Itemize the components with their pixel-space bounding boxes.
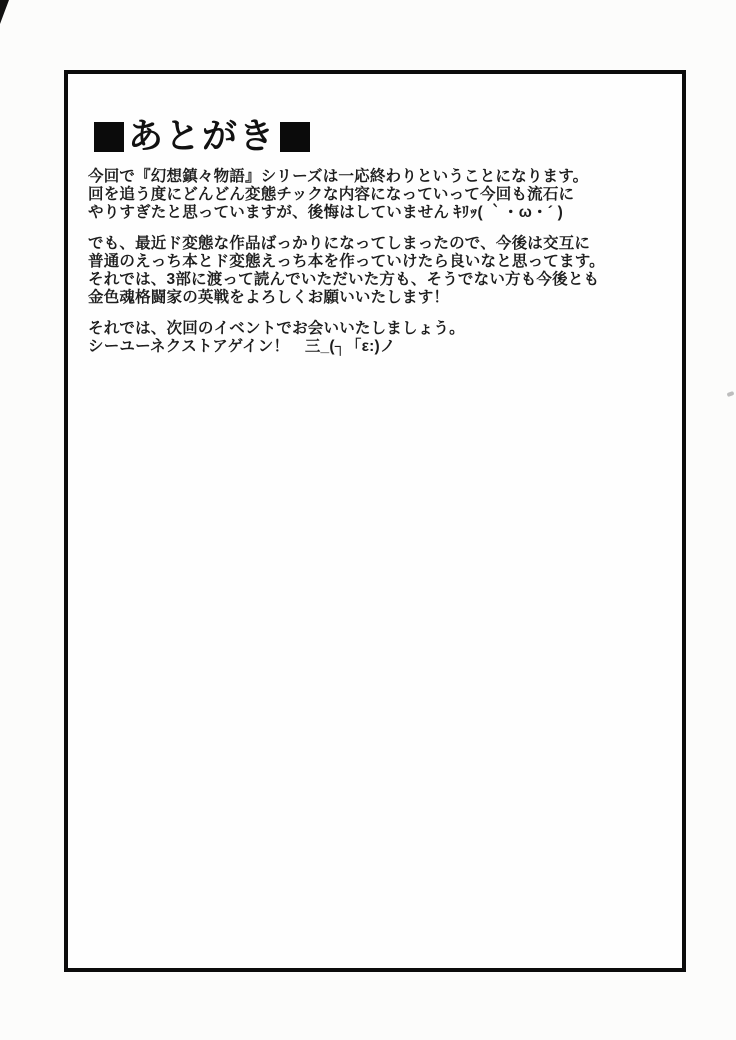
text-line: 金色魂格闘家の英戦をよろしくお願いいたします！ xyxy=(88,289,450,306)
page-frame xyxy=(64,70,686,972)
afterword-paragraph xyxy=(88,235,668,307)
text-line: でも、最近ド変態な作品ばっかりになってしまったので、今後は交互に xyxy=(88,235,591,252)
afterword-content xyxy=(88,118,668,369)
page-title xyxy=(94,118,668,156)
text-line: 普通のえっち本とド変態えっち本を作っていけたら良いなと思ってます。 xyxy=(88,253,605,270)
black-square-icon xyxy=(94,122,124,152)
afterword-body xyxy=(88,168,668,356)
afterword-paragraph xyxy=(88,168,668,222)
page-title-text: あとがき xyxy=(128,117,277,156)
text-line: それでは、3部に渡って読んでいただいた方も、そうでない方も今後とも xyxy=(88,271,600,288)
text-line: 今回で『幻想鎮々物語』シリーズは一応終わりということになります。 xyxy=(88,168,589,185)
text-line: 回を追う度にどんどん変態チックな内容になっていって今回も流石に xyxy=(88,186,575,203)
scan-artifact-top-left xyxy=(0,0,9,24)
text-line: やりすぎたと思っていますが、後悔はしていません ｷﾘｯ( ｀・ω・´ ) xyxy=(88,204,563,221)
afterword-paragraph xyxy=(88,320,668,356)
text-line: シーユーネクストアゲイン！ 三_(┐「ε:)ノ xyxy=(88,338,396,355)
scan-artifact-right-speck xyxy=(727,391,735,397)
text-line: それでは、次回のイベントでお会いいたしましょう。 xyxy=(88,320,465,337)
black-square-icon xyxy=(280,122,310,152)
